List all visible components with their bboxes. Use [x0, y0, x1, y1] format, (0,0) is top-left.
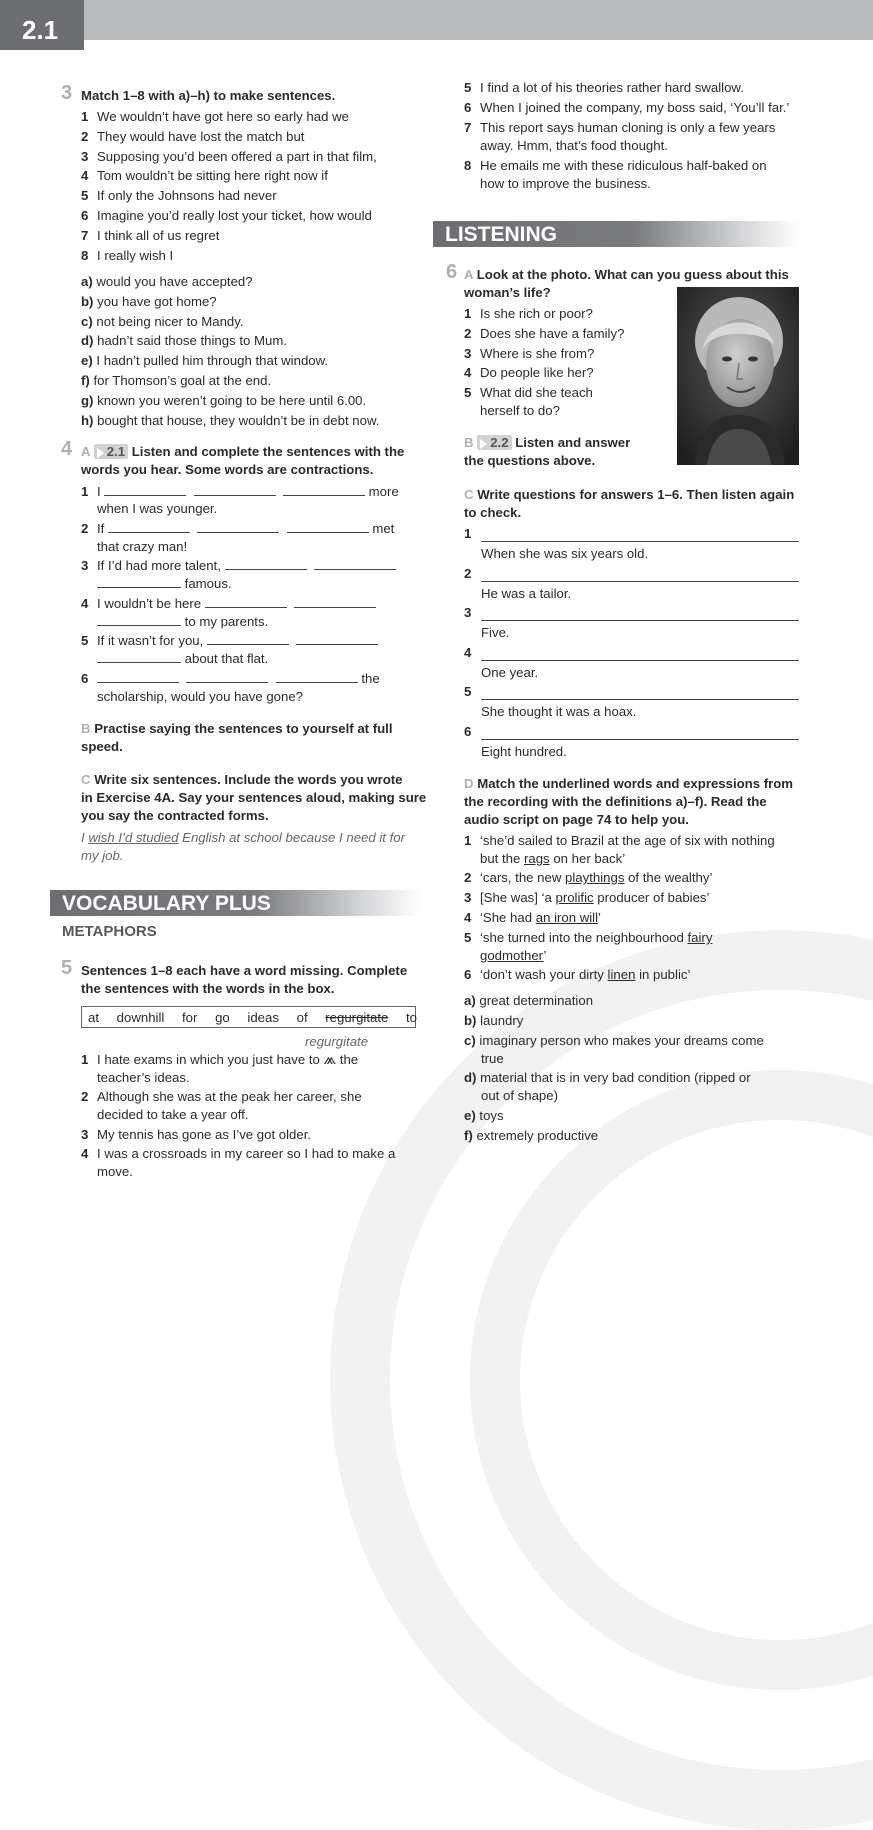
- gap-sentence: 4 I wouldn’t be here: [81, 596, 376, 611]
- list-item: b) laundry: [464, 1013, 524, 1028]
- exercise-6b-instruction: B 2.2 Listen and answer: [464, 435, 631, 450]
- list-item: f) for Thomson’s goal at the end.: [81, 373, 272, 388]
- list-item: 5 I find a lot of his theories rather hard swallow.: [464, 80, 744, 95]
- exercise-5-continued: [464, 80, 804, 200]
- audio-track-badge[interactable]: 2.1: [94, 444, 128, 459]
- play-icon: [480, 439, 487, 449]
- list-item: e) toys: [464, 1108, 504, 1123]
- gap-sentence: 5 If it wasn’t for you,: [81, 633, 378, 648]
- answer-text: Eight hundred.: [481, 744, 567, 759]
- word-box-item: of: [296, 1010, 308, 1025]
- exercise-6d-instruction: D Match the underlined words and expressions from: [464, 776, 794, 791]
- list-item: 4 Do people like her?: [464, 365, 594, 380]
- answer-line[interactable]: [481, 684, 799, 700]
- gap-sentence: 3 If I’d had more talent,: [81, 558, 396, 573]
- photo-elderly-woman: [677, 287, 799, 465]
- exercise-6d-quotes: [464, 833, 804, 993]
- exercise-6a-instruction: A Look at the photo. What can you guess about this: [464, 267, 789, 282]
- exercise-4a-sentences: [81, 484, 421, 714]
- answer-text: She thought it was a hoax.: [481, 704, 637, 719]
- list-item: 7 This report says human cloning is only a few years: [464, 120, 776, 135]
- exercise-6c-instruction-line-2: to check.: [464, 505, 522, 520]
- exercise-5-instruction: Sentences 1–8 each have a word missing. Complete: [81, 963, 408, 978]
- list-item-line: teacher’s ideas.: [97, 1070, 190, 1085]
- exercise-6a-questions: [464, 306, 674, 426]
- exercise-4a-instruction-line-2: words you hear. Some words are contractions.: [81, 462, 374, 477]
- list-item: e) I hadn’t pulled him through that window.: [81, 353, 329, 368]
- answer-line[interactable]: [481, 645, 799, 661]
- answer-line[interactable]: [481, 605, 799, 621]
- word-box-item: at: [88, 1010, 99, 1025]
- audio-track-badge[interactable]: 2.2: [477, 435, 511, 450]
- list-item-line: how to improve the business.: [480, 176, 651, 191]
- exercise-6d-instruction-line-3: audio script on page 74 to help you.: [464, 812, 689, 827]
- list-item-line: godmother’: [480, 948, 547, 963]
- question-number: 6: [464, 724, 472, 739]
- exercise-4c-instruction-line-3: you say the contracted forms.: [81, 808, 269, 823]
- list-item-line: move.: [97, 1164, 133, 1179]
- answer-text: He was a tailor.: [481, 586, 572, 601]
- list-item-line: true: [481, 1051, 504, 1066]
- exercise-5-number: 5: [61, 957, 73, 979]
- list-item: 7 I think all of us regret: [81, 228, 220, 243]
- list-item: g) known you weren’t going to be here until 6.00.: [81, 393, 367, 408]
- unit-label: 2.1: [0, 0, 84, 50]
- list-item: a) would you have accepted?: [81, 274, 253, 289]
- list-item: 2 ‘cars, the new playthings of the wealthy’: [464, 870, 713, 885]
- list-item: 4 Tom wouldn’t be sitting here right now if: [81, 168, 328, 183]
- gap-sentence-line: about that flat.: [97, 651, 268, 666]
- list-item: 3 My tennis has gone as I’ve got older.: [81, 1127, 312, 1142]
- exercise-4a-instruction: A 2.1 Listen and complete the sentences with the: [81, 444, 405, 459]
- word-box-item: go: [215, 1010, 230, 1025]
- exercise-3-instruction: Match 1–8 with a)–h) to make sentences.: [81, 88, 336, 103]
- answer-text: When she was six years old.: [481, 546, 649, 561]
- exercise-6d-instruction-line-2: the recording with the definitions a)–f). Read the: [464, 794, 767, 809]
- list-item: 1 I hate exams in which you just have to ⩕ the: [81, 1051, 359, 1068]
- exercise-4c-example-line-2: my job.: [81, 848, 124, 863]
- list-item: 8 I really wish I: [81, 248, 174, 263]
- list-item: 1 ‘she’d sailed to Brazil at the age of six with nothing: [464, 833, 775, 848]
- list-item: 1 Is she rich or poor?: [464, 306, 593, 321]
- list-item: 4 I was a crossroads in my career so I had to make a: [81, 1146, 396, 1161]
- gap-sentence: 1 I more: [81, 484, 399, 499]
- gap-sentence-line: scholarship, would you have gone?: [97, 689, 304, 704]
- exercise-6c-answers: [464, 526, 804, 766]
- section-band-vocabulary-plus: VOCABULARY PLUS: [50, 890, 420, 916]
- exercise-6-number: 6: [446, 261, 458, 283]
- word-box-item-crossed-out: regurgitate: [325, 1010, 389, 1025]
- list-item: 4 ‘She had an iron will’: [464, 910, 601, 925]
- question-number: 2: [464, 566, 472, 581]
- exercise-6c-instruction: C Write questions for answers 1–6. Then listen again: [464, 487, 795, 502]
- word-box-item: to: [406, 1010, 417, 1025]
- exercise-4c-example: I wish I’d studied English at school because I need it for: [81, 830, 406, 845]
- list-item-line: but the rags on her back’: [480, 851, 626, 866]
- list-item: d) hadn’t said those things to Mum.: [81, 333, 287, 348]
- handwritten-answer: regurgitate: [305, 1034, 369, 1049]
- list-item: 2 They would have lost the match but: [81, 129, 305, 144]
- exercise-4c-instruction: C Write six sentences. Include the words you wrote: [81, 772, 403, 787]
- gap-sentence-line: to my parents.: [97, 614, 268, 629]
- exercise-3-number: 3: [61, 82, 73, 104]
- insertion-caret-icon: ⩕: [323, 1051, 337, 1068]
- exercise-6d-definitions: [464, 993, 804, 1153]
- list-item-line: herself to do?: [480, 403, 560, 418]
- list-item: a) great determination: [464, 993, 594, 1008]
- word-box-item: downhill: [116, 1010, 165, 1025]
- list-item: 3 Supposing you’d been offered a part in that film,: [81, 149, 377, 164]
- list-item: 8 He emails me with these ridiculous half-baked on: [464, 158, 767, 173]
- exercise-4-number: 4: [61, 438, 73, 460]
- list-item: c) not being nicer to Mandy.: [81, 314, 244, 329]
- list-item: 6 Imagine you’d really lost your ticket, how would: [81, 208, 372, 223]
- gap-sentence-line: that crazy man!: [97, 539, 188, 554]
- list-item-line: away. Hmm, that’s food thought.: [480, 138, 668, 153]
- exercise-5-instruction-line-2: the sentences with the words in the box.: [81, 981, 335, 996]
- list-item: 5 If only the Johnsons had never: [81, 188, 277, 203]
- answer-text: Five.: [481, 625, 510, 640]
- gap-sentence-line: famous.: [97, 576, 232, 591]
- list-item: f) extremely productive: [464, 1128, 599, 1143]
- question-number: 5: [464, 684, 472, 699]
- exercise-5-sentences: [81, 1051, 421, 1179]
- exercise-4b-instruction: B Practise saying the sentences to yourself at full: [81, 721, 393, 736]
- question-number: 3: [464, 605, 472, 620]
- word-box-item: for: [182, 1010, 198, 1025]
- list-item-line: out of shape): [481, 1088, 558, 1103]
- list-item: 6 ‘don’t wash your dirty linen in public’: [464, 967, 691, 982]
- list-item: h) bought that house, they wouldn’t be in debt now.: [81, 413, 380, 428]
- list-item: 6 When I joined the company, my boss said, ‘You’ll far.’: [464, 100, 790, 115]
- list-item: d) material that is in very bad condition (ripped or: [464, 1070, 751, 1085]
- gap-sentence-line: when I was younger.: [97, 501, 218, 516]
- list-item: 5 What did she teach: [464, 385, 593, 400]
- word-box: [81, 1006, 416, 1028]
- list-item: 2 Although she was at the peak her career, she: [81, 1089, 362, 1104]
- list-item: c) imaginary person who makes your dreams come: [464, 1033, 764, 1048]
- section-band-listening: LISTENING: [433, 221, 799, 247]
- exercise-4b-instruction-line-2: speed.: [81, 739, 123, 754]
- list-item: b) you have got home?: [81, 294, 217, 309]
- portrait-illustration: [677, 287, 799, 465]
- word-box-item: ideas: [247, 1010, 279, 1025]
- gap-sentence: 6 the: [81, 671, 380, 686]
- question-number: 1: [464, 526, 472, 541]
- gap-sentence: 2 If met: [81, 521, 395, 536]
- play-icon: [97, 448, 104, 458]
- question-number: 4: [464, 645, 472, 660]
- list-item: 1 We wouldn’t have got here so early had we: [81, 109, 349, 124]
- exercise-6b-instruction-line-2: the questions above.: [464, 453, 596, 468]
- exercise-6a-instruction-line-2: woman’s life?: [464, 285, 551, 300]
- answer-line[interactable]: [481, 566, 799, 582]
- page-header-bar: [0, 0, 873, 40]
- list-item-line: decided to take a year off.: [97, 1107, 249, 1122]
- answer-line[interactable]: [481, 526, 799, 542]
- answer-text: One year.: [481, 665, 539, 680]
- list-item: 5 ‘she turned into the neighbourhood fairy: [464, 930, 713, 945]
- list-item: 3 [She was] ‘a prolific producer of babies’: [464, 890, 710, 905]
- list-item: 2 Does she have a family?: [464, 326, 625, 341]
- answer-line[interactable]: [481, 724, 799, 740]
- list-item: 3 Where is she from?: [464, 346, 595, 361]
- section-subheading: METAPHORS: [62, 923, 157, 940]
- exercise-4c-instruction-line-2: in Exercise 4A. Say your sentences aloud, making sure: [81, 790, 427, 805]
